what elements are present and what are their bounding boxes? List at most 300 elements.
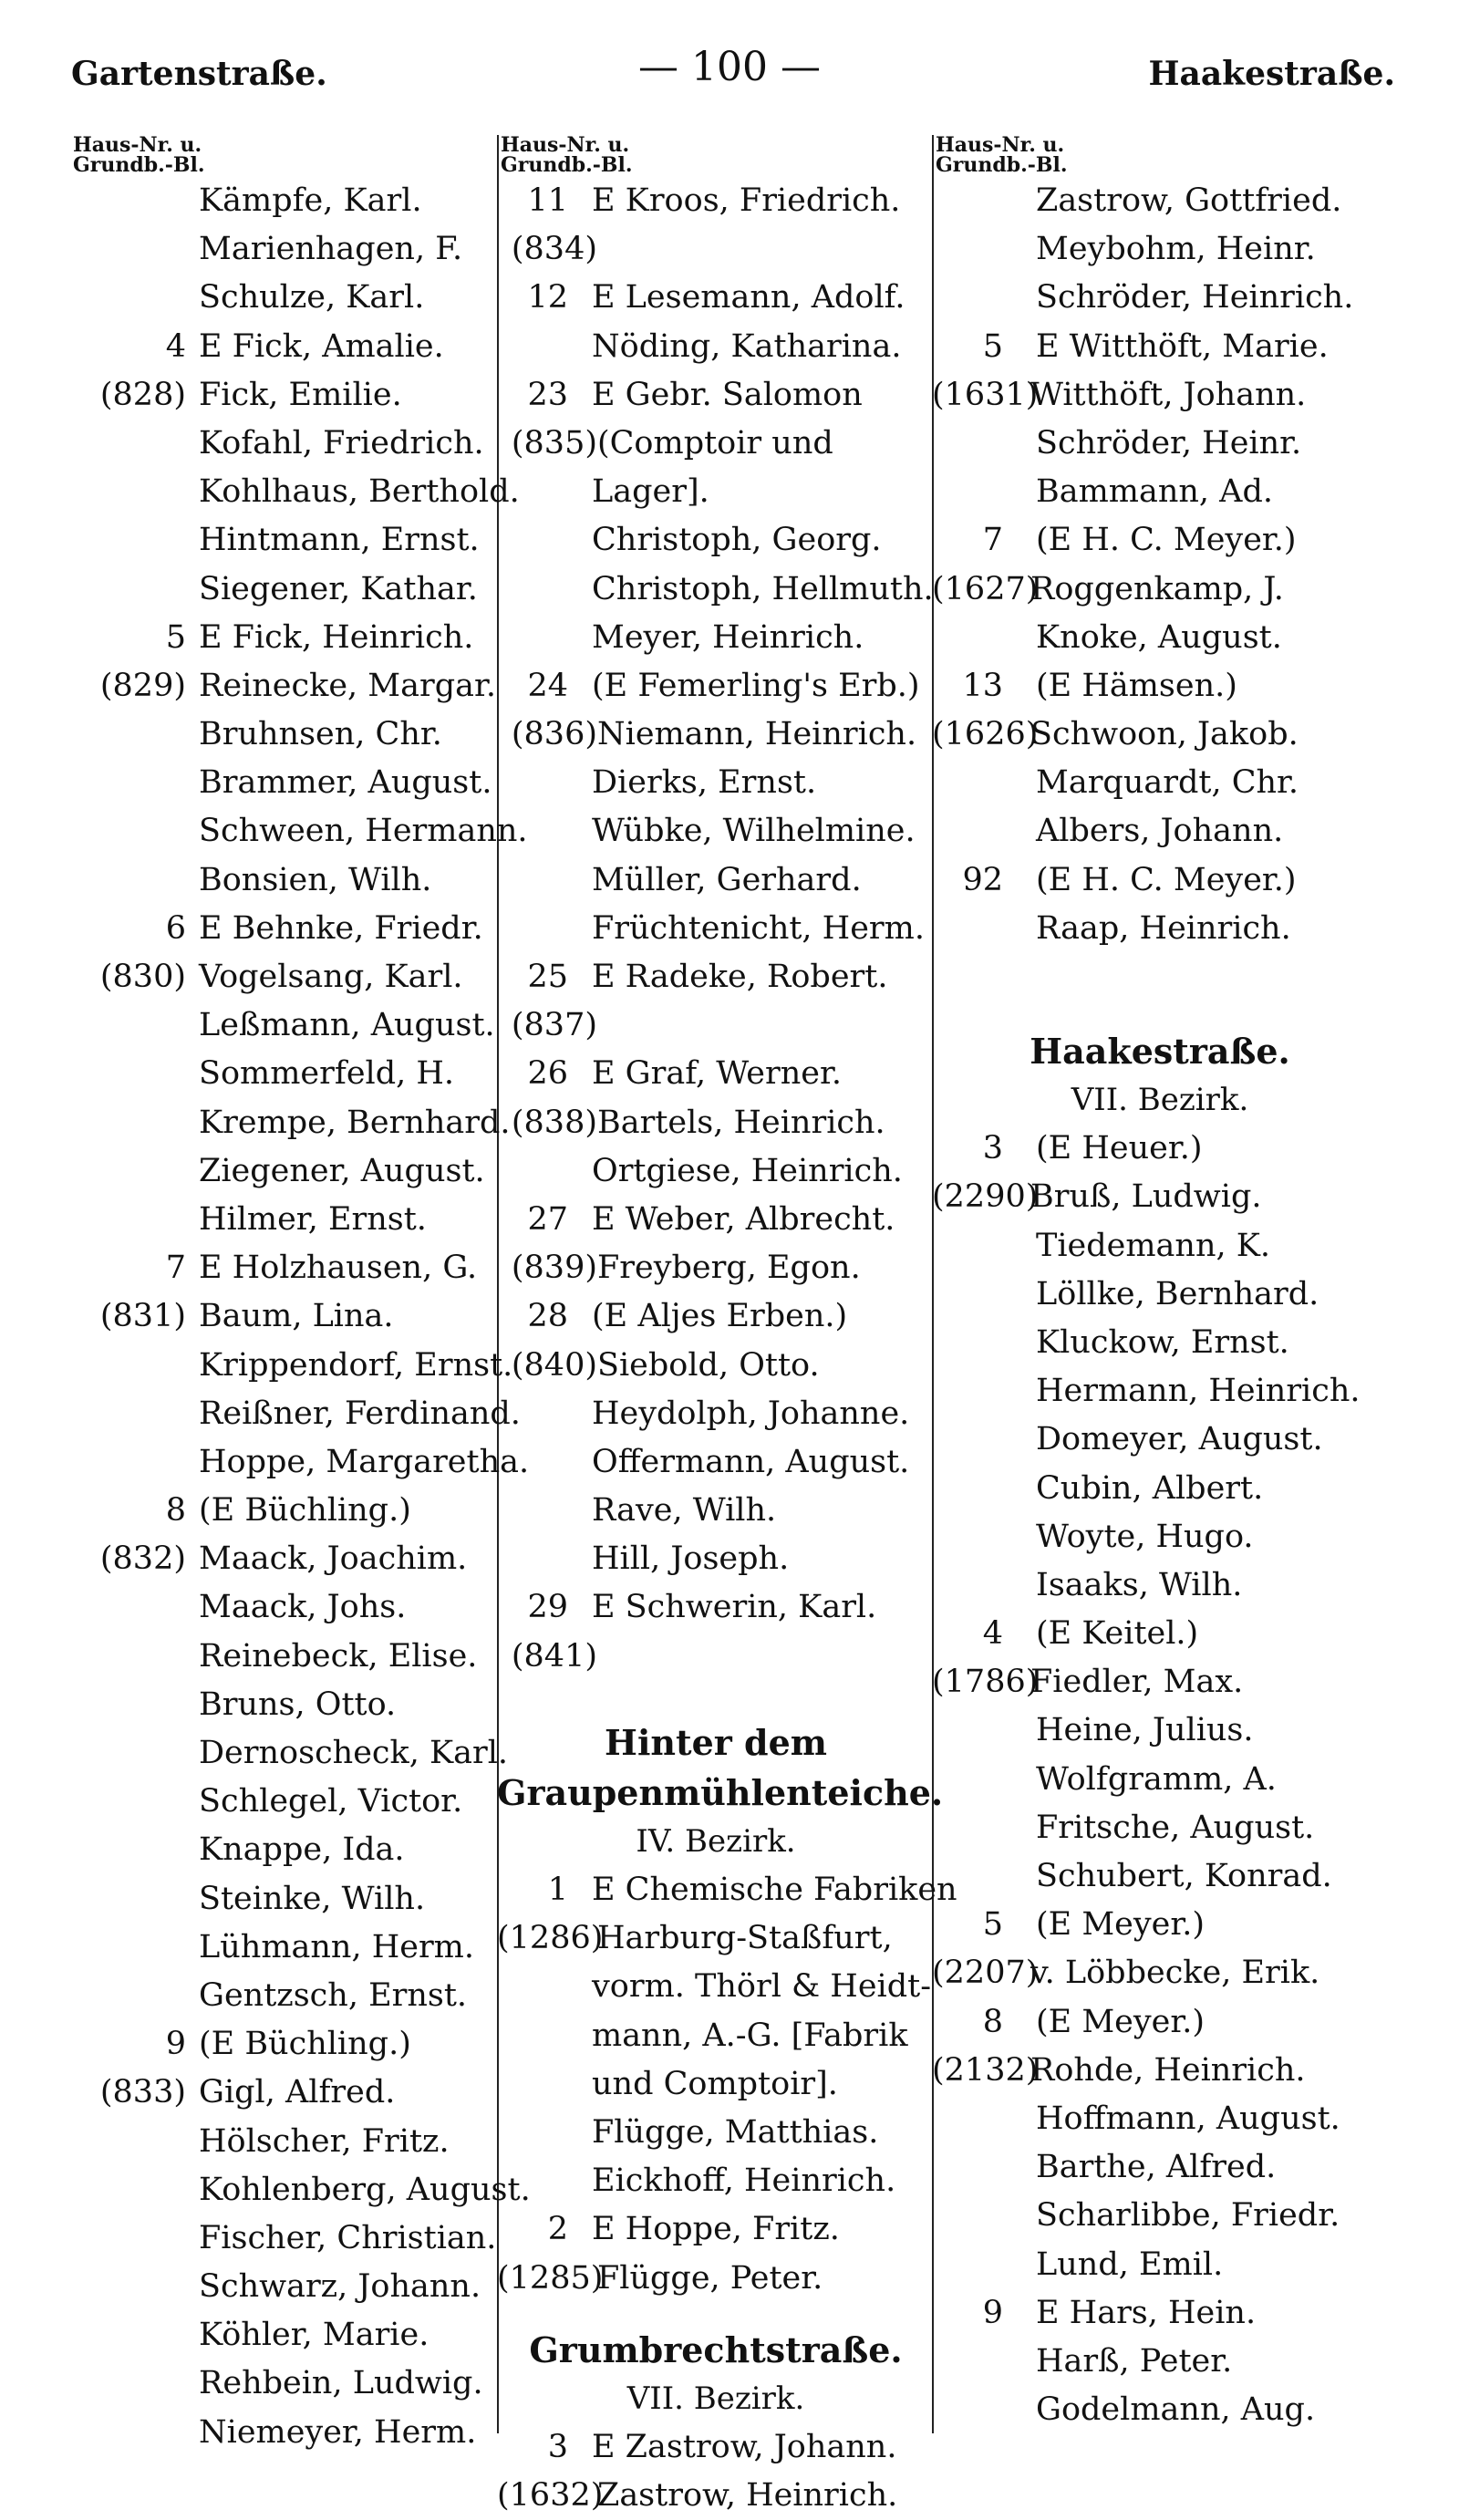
- house-number: 6: [165, 909, 186, 947]
- list-item: [497, 177, 935, 225]
- resident-name: Vogelsang, Karl.: [199, 959, 463, 995]
- house-number: 4: [165, 327, 186, 365]
- resident-name: Dernoscheck, Karl.: [199, 1735, 509, 1771]
- resident-name: (Comptoir und: [597, 424, 833, 461]
- street-heading: Hinter dem: [605, 1721, 827, 1763]
- resident-name: Krippendorf, Ernst.: [199, 1346, 513, 1384]
- list-item: [497, 856, 935, 905]
- house-number: 7: [165, 1250, 186, 1287]
- resident-name: Schwoon, Jakob.: [1030, 716, 1299, 753]
- list-item: [69, 1583, 498, 1632]
- list-item: [932, 177, 1388, 225]
- list-item: [932, 807, 1388, 856]
- resident-name: Kofahl, Friedrich.: [199, 424, 484, 461]
- list-item: [497, 420, 935, 468]
- entry-list: [932, 177, 1388, 953]
- house-number: (830): [99, 959, 186, 995]
- resident-name: Hölscher, Fritz.: [199, 2122, 450, 2160]
- resident-name: Krempe, Bernhard.: [199, 1104, 511, 1141]
- house-number: (838): [511, 1104, 597, 1141]
- resident-name: Schröder, Heinr.: [1036, 424, 1302, 461]
- resident-name: E Weber, Albrecht.: [592, 1200, 895, 1238]
- list-item: [69, 905, 498, 953]
- list-item: [932, 323, 1388, 371]
- house-number: (828): [99, 376, 186, 413]
- list-item: [497, 759, 935, 807]
- resident-name: Hilmer, Ernst.: [199, 1200, 427, 1238]
- list-item: [932, 1804, 1388, 1852]
- list-item: [932, 516, 1388, 565]
- resident-name: Christoph, Hellmuth.: [592, 570, 934, 607]
- house-number: (2290): [932, 1178, 1039, 1216]
- resident-name: Wolfgramm, A.: [1036, 1760, 1277, 1798]
- list-item: [932, 1610, 1388, 1658]
- house-number: 27: [527, 1200, 568, 1238]
- resident-name: Bonsien, Wilh.: [199, 861, 432, 898]
- resident-name: Fritsche, August.: [1036, 1809, 1315, 1846]
- resident-name: Lühmann, Herm.: [199, 1928, 474, 1965]
- list-item: [497, 1244, 935, 1292]
- resident-name: Sommerfeld, H.: [199, 1055, 455, 1093]
- list-item: [932, 1513, 1388, 1561]
- list-item: [932, 1222, 1388, 1270]
- resident-name: E Hoppe, Fritz.: [592, 2211, 840, 2248]
- list-item: [497, 225, 935, 274]
- house-number: 2: [547, 2211, 568, 2248]
- list-item: [69, 1438, 530, 1487]
- list-item: [497, 662, 935, 710]
- list-item: [69, 662, 498, 710]
- list-item: [932, 1949, 1388, 1997]
- page-number: — 100 —: [638, 44, 821, 90]
- house-number: 5: [982, 327, 1003, 365]
- resident-name: und Comptoir].: [592, 2065, 838, 2102]
- list-item: [932, 710, 1388, 759]
- district-label: IV. Bezirk.: [636, 1822, 796, 1860]
- resident-name: E Fick, Amalie.: [199, 327, 444, 365]
- resident-name: Flügge, Matthias.: [592, 2113, 879, 2151]
- resident-name: E Gebr. Salomon: [592, 376, 863, 413]
- list-item: [932, 2047, 1388, 2095]
- resident-name: Harß, Peter.: [1036, 2342, 1233, 2380]
- resident-name: Kämpfe, Karl.: [199, 182, 422, 219]
- list-item: [932, 1756, 1388, 1804]
- house-number: 92: [962, 861, 1003, 898]
- resident-name: Roggenkamp, J.: [1030, 570, 1284, 607]
- list-item: [69, 1342, 513, 1390]
- column-header: Haus-Nr. u. Grundb.-Bl.: [936, 133, 1068, 177]
- house-number: (1631): [932, 376, 1039, 413]
- house-number: 29: [527, 1589, 568, 1626]
- resident-name: E Fick, Heinrich.: [199, 618, 474, 656]
- list-item: [69, 225, 498, 274]
- list-item: [497, 274, 935, 322]
- house-number: (2207): [932, 1955, 1039, 1992]
- resident-name: Knappe, Ida.: [199, 1831, 405, 1869]
- resident-name: Steinke, Wilh.: [199, 1880, 426, 1917]
- list-item: [69, 516, 498, 565]
- list-item: [69, 710, 498, 759]
- house-number: 25: [527, 959, 568, 995]
- resident-name: Rave, Wilh.: [592, 1492, 777, 1530]
- list-item: [497, 1866, 957, 1914]
- list-item: [497, 1050, 935, 1098]
- resident-name: (E Aljes Erben.): [592, 1298, 848, 1335]
- list-item: [69, 2020, 498, 2069]
- resident-name: Bruns, Otto.: [199, 1685, 397, 1723]
- resident-name: Maack, Joachim.: [199, 1540, 468, 1578]
- resident-name: (E Meyer.): [1036, 2003, 1205, 2040]
- resident-name: Hintmann, Ernst.: [199, 522, 480, 559]
- house-number: (1285): [497, 2259, 604, 2297]
- house-number: (1626): [932, 716, 1039, 753]
- list-item: [69, 323, 498, 371]
- resident-name: Godelmann, Aug.: [1036, 2391, 1316, 2429]
- house-number: (836): [511, 716, 597, 753]
- list-item: [69, 420, 498, 468]
- entry-list: [497, 1866, 957, 2303]
- list-item: [932, 662, 1388, 710]
- list-item: [497, 1342, 935, 1390]
- list-item: [69, 1924, 498, 1972]
- resident-name: Albers, Johann.: [1036, 813, 1284, 850]
- house-number: 4: [982, 1615, 1003, 1653]
- resident-name: (E Büchling.): [199, 1492, 411, 1530]
- list-item: [932, 1319, 1388, 1367]
- list-item: [932, 1173, 1388, 1221]
- resident-name: Marquardt, Chr.: [1036, 764, 1299, 802]
- house-number: 7: [982, 522, 1003, 559]
- resident-name: Bruß, Ludwig.: [1030, 1178, 1262, 1216]
- column-header: Haus-Nr. u. Grundb.-Bl.: [501, 133, 633, 177]
- house-number: 11: [527, 182, 568, 219]
- resident-name: E Zastrow, Johann.: [592, 2428, 897, 2465]
- list-item: [932, 1852, 1388, 1901]
- list-item: [69, 1778, 498, 1826]
- list-item: [69, 759, 498, 807]
- list-item: [497, 1535, 935, 1583]
- house-number: 5: [982, 1906, 1003, 1944]
- resident-name: Meybohm, Heinr.: [1036, 231, 1316, 268]
- resident-name: Maack, Johs.: [199, 1589, 407, 1626]
- entry-list: [69, 177, 531, 2457]
- resident-name: E Witthöft, Marie.: [1036, 327, 1329, 365]
- running-head-right: Haakestraße.: [1148, 55, 1395, 93]
- list-item: [69, 2118, 498, 2166]
- resident-name: Lager].: [592, 473, 709, 511]
- list-item: [497, 2423, 935, 2472]
- list-item: [497, 1099, 935, 1147]
- resident-name: Flügge, Peter.: [597, 2259, 823, 2297]
- list-item: [932, 2192, 1388, 2240]
- list-item: [497, 323, 935, 371]
- list-item: [497, 2109, 935, 2157]
- house-number: (1627): [932, 570, 1039, 607]
- resident-name: Schulze, Karl.: [199, 279, 425, 316]
- list-item: [69, 371, 498, 420]
- list-item: [69, 1050, 498, 1098]
- resident-name: (E Keitel.): [1036, 1615, 1199, 1653]
- resident-name: E Radeke, Robert.: [592, 959, 888, 995]
- column-3: [932, 135, 1388, 2434]
- entry-list: [497, 177, 935, 1681]
- resident-name: Kluckow, Ernst.: [1036, 1323, 1289, 1361]
- resident-name: Rehbein, Ludwig.: [199, 2365, 483, 2402]
- list-item: [69, 1099, 511, 1147]
- resident-name: Hoppe, Margaretha.: [199, 1443, 530, 1480]
- list-item: [69, 1001, 498, 1050]
- list-item: [69, 856, 498, 905]
- resident-name: Bartels, Heinrich.: [597, 1104, 885, 1141]
- list-item: [497, 2012, 935, 2060]
- resident-name: Reißner, Ferdinand.: [199, 1395, 521, 1432]
- resident-name: Reinecke, Margar.: [199, 667, 497, 704]
- list-item: [497, 1963, 935, 2011]
- list-item: [69, 2166, 531, 2214]
- resident-name: (E Meyer.): [1036, 1906, 1205, 1944]
- resident-name: Gigl, Alfred.: [199, 2074, 396, 2111]
- resident-name: (E Femerling's Erb.): [592, 667, 920, 704]
- list-item: [69, 2214, 498, 2263]
- house-number: (837): [511, 1007, 597, 1044]
- resident-name: Fiedler, Max.: [1030, 1664, 1244, 1701]
- resident-name: Schwarz, Johann.: [199, 2268, 481, 2306]
- list-item: [69, 2311, 498, 2359]
- resident-name: Fischer, Christian.: [199, 2219, 497, 2256]
- resident-name: E Graf, Werner.: [592, 1055, 843, 1093]
- house-number: 8: [982, 2003, 1003, 2040]
- resident-name: Bammann, Ad.: [1036, 473, 1273, 511]
- house-number: 5: [165, 618, 186, 656]
- list-item: [69, 468, 520, 516]
- house-number: 9: [982, 2294, 1003, 2331]
- list-item: [69, 1633, 498, 1681]
- resident-name: Woyte, Hugo.: [1036, 1518, 1254, 1555]
- list-item: [497, 807, 935, 856]
- list-item: [497, 1583, 935, 1632]
- resident-name: Siebold, Otto.: [597, 1346, 820, 1384]
- resident-name: E Hars, Hein.: [1036, 2294, 1257, 2331]
- resident-name: (E Büchling.): [199, 2026, 411, 2063]
- resident-name: Witthöft, Johann.: [1030, 376, 1307, 413]
- resident-name: Eickhoff, Heinrich.: [592, 2162, 896, 2200]
- list-item: [497, 905, 935, 953]
- resident-name: Dierks, Ernst.: [592, 764, 817, 802]
- resident-name: Gentzsch, Ernst.: [199, 1976, 468, 2014]
- list-item: [932, 1901, 1388, 1949]
- list-item: [69, 1147, 498, 1196]
- resident-name: E Holzhausen, G.: [199, 1250, 478, 1287]
- list-item: [497, 710, 935, 759]
- resident-name: Lund, Emil.: [1036, 2245, 1224, 2283]
- resident-name: Schröder, Heinrich.: [1036, 279, 1354, 316]
- column-header: Haus-Nr. u. Grundb.-Bl.: [73, 133, 205, 177]
- house-number: 23: [527, 376, 568, 413]
- resident-name: Tiedemann, K.: [1036, 1227, 1271, 1264]
- list-item: [932, 2386, 1388, 2434]
- house-number: (831): [99, 1298, 186, 1335]
- list-item: [497, 565, 935, 614]
- list-item: [497, 371, 935, 420]
- resident-name: Reinebeck, Elise.: [199, 1637, 478, 1675]
- house-number: (833): [99, 2074, 186, 2111]
- list-item: [69, 1826, 498, 1874]
- list-item: [69, 1487, 498, 1535]
- list-item: [69, 2409, 498, 2457]
- list-item: [69, 565, 498, 614]
- house-number: (1786): [932, 1664, 1039, 1701]
- column-1: [69, 133, 531, 2457]
- resident-name: mann, A.-G. [Fabrik: [592, 2017, 908, 2054]
- list-item: [497, 1487, 935, 1535]
- resident-name: Rohde, Heinrich.: [1030, 2051, 1306, 2089]
- resident-name: E Behnke, Friedr.: [199, 909, 483, 947]
- resident-name: v. Löbbecke, Erik.: [1030, 1955, 1320, 1992]
- list-item: [69, 953, 498, 1001]
- list-item: [932, 274, 1388, 322]
- list-item: [497, 2157, 935, 2205]
- house-number: 1: [547, 1872, 568, 1908]
- list-item: [69, 807, 528, 856]
- list-item: [932, 2289, 1388, 2338]
- entry-list: [932, 1125, 1388, 2434]
- house-number: 8: [165, 1492, 186, 1530]
- list-item: [69, 1972, 498, 2020]
- list-item: [497, 1633, 935, 1681]
- house-number: (840): [511, 1346, 597, 1384]
- list-item: [932, 1125, 1388, 1173]
- list-item: [497, 2472, 935, 2520]
- list-item: [497, 468, 935, 516]
- resident-name: E Lesemann, Adolf.: [592, 279, 905, 316]
- resident-name: Marienhagen, F.: [199, 231, 463, 268]
- list-item: [69, 1390, 521, 1438]
- list-item: [932, 2338, 1388, 2386]
- list-item: [69, 1681, 498, 1729]
- list-item: [497, 2060, 935, 2109]
- list-item: [69, 2359, 498, 2408]
- list-item: [932, 565, 1388, 614]
- list-item: [69, 614, 498, 662]
- resident-name: Hoffmann, August.: [1036, 2100, 1340, 2137]
- house-number: 26: [527, 1055, 568, 1093]
- resident-name: E Chemische Fabriken: [592, 1872, 957, 1908]
- house-number: 9: [165, 2026, 186, 2063]
- house-number: 13: [962, 667, 1003, 704]
- list-item: [497, 516, 935, 565]
- resident-name: Siegener, Kathar.: [199, 570, 478, 607]
- resident-name: Fick, Emilie.: [199, 376, 402, 413]
- resident-name: Zastrow, Heinrich.: [597, 2477, 898, 2515]
- resident-name: Bruhnsen, Chr.: [199, 716, 442, 753]
- house-number: (829): [99, 667, 186, 704]
- list-item: [497, 2255, 935, 2303]
- running-head-left: Gartenstraße.: [71, 55, 327, 93]
- resident-name: Leßmann, August.: [199, 1007, 495, 1044]
- resident-name: Cubin, Albert.: [1036, 1469, 1264, 1507]
- resident-name: Niemeyer, Herm.: [199, 2413, 477, 2451]
- resident-name: Raap, Heinrich.: [1036, 909, 1291, 947]
- resident-name: Ziegener, August.: [199, 1152, 485, 1189]
- list-item: [932, 420, 1388, 468]
- resident-name: Wübke, Wilhelmine.: [592, 813, 916, 850]
- resident-name: Isaaks, Wilh.: [1036, 1566, 1243, 1603]
- list-item: [497, 1196, 935, 1244]
- resident-name: (E Heuer.): [1036, 1130, 1203, 1167]
- resident-name: Heydolph, Johanne.: [592, 1395, 910, 1432]
- resident-name: Schlegel, Victor.: [199, 1783, 463, 1820]
- district-label: VII. Bezirk.: [626, 2380, 805, 2417]
- resident-name: vorm. Thörl & Heidt-: [592, 1968, 932, 2006]
- street-heading: Grumbrechtstraße.: [529, 2328, 903, 2370]
- list-item: [497, 614, 935, 662]
- resident-name: Kohlenberg, August.: [199, 2171, 531, 2208]
- list-item: [932, 2241, 1388, 2289]
- list-item: [932, 1561, 1388, 1610]
- list-item: [932, 905, 1388, 953]
- resident-name: Köhler, Marie.: [199, 2317, 429, 2354]
- list-item: [69, 1875, 498, 1924]
- list-item: [69, 1244, 498, 1292]
- list-item: [497, 1914, 935, 1963]
- list-item: [69, 1196, 498, 1244]
- resident-name: (E H. C. Meyer.): [1036, 522, 1297, 559]
- list-item: [932, 1367, 1388, 1416]
- resident-name: Domeyer, August.: [1036, 1421, 1323, 1458]
- list-item: [932, 1658, 1388, 1706]
- resident-name: Schubert, Konrad.: [1036, 1858, 1332, 1894]
- resident-name: Zastrow, Gottfried.: [1036, 182, 1342, 219]
- resident-name: (E Hämsen.): [1036, 667, 1237, 704]
- house-number: 28: [527, 1298, 568, 1335]
- list-item: [69, 1535, 498, 1583]
- list-item: [497, 1438, 935, 1487]
- list-item: [932, 856, 1388, 905]
- resident-name: Hill, Joseph.: [592, 1540, 790, 1578]
- entry-list: [497, 2423, 935, 2520]
- resident-name: Löllke, Bernhard.: [1036, 1275, 1319, 1312]
- resident-name: Offermann, August.: [592, 1443, 910, 1480]
- resident-name: E Schwerin, Karl.: [592, 1589, 877, 1626]
- list-item: [497, 2205, 935, 2254]
- resident-name: Müller, Gerhard.: [592, 861, 862, 898]
- street-heading: Graupenmühlenteiche.: [497, 1771, 944, 1813]
- house-number: (1632): [497, 2477, 604, 2515]
- house-number: (839): [511, 1250, 597, 1287]
- house-number: 24: [527, 667, 568, 704]
- resident-name: Barthe, Alfred.: [1036, 2149, 1277, 2186]
- resident-name: (E H. C. Meyer.): [1036, 861, 1297, 898]
- list-item: [497, 1001, 935, 1050]
- list-item: [932, 2095, 1388, 2143]
- resident-name: Christoph, Georg.: [592, 522, 882, 559]
- house-number: (835): [511, 424, 597, 461]
- column-2: [497, 133, 957, 2520]
- house-number: 3: [547, 2428, 568, 2465]
- list-item: [497, 1292, 935, 1341]
- list-item: [932, 759, 1388, 807]
- house-number: (2132): [932, 2051, 1039, 2089]
- resident-name: Früchtenicht, Herm.: [592, 909, 925, 947]
- list-item: [932, 468, 1388, 516]
- resident-name: Niemann, Heinrich.: [597, 716, 917, 753]
- list-item: [932, 1270, 1388, 1319]
- house-number: (841): [511, 1637, 597, 1675]
- resident-name: Kohlhaus, Berthold.: [199, 473, 520, 511]
- list-item: [497, 953, 935, 1001]
- list-item: [497, 1147, 935, 1196]
- district-label: VII. Bezirk.: [1071, 1082, 1249, 1118]
